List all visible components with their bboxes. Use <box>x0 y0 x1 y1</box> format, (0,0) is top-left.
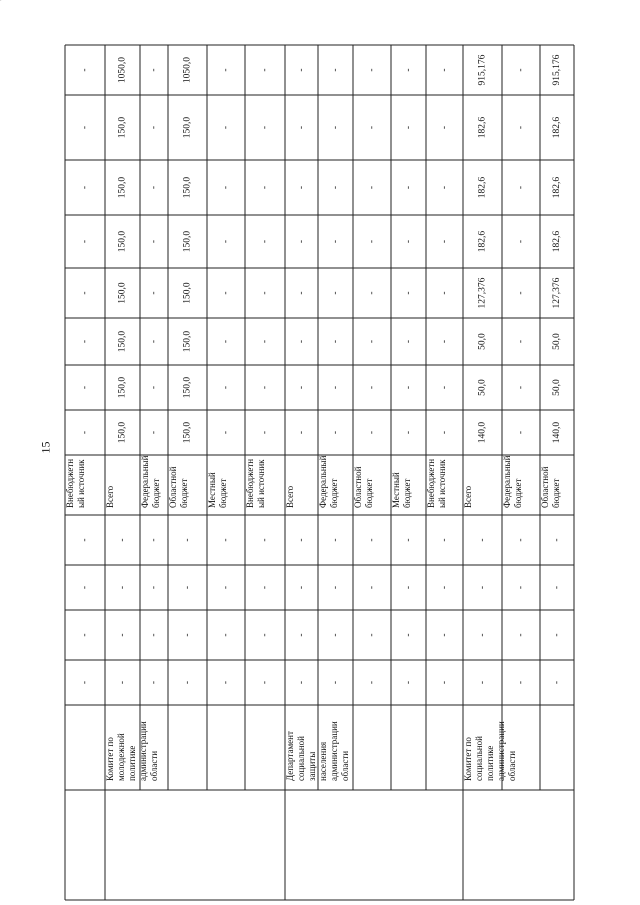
value-cell: - <box>516 291 527 295</box>
row-label-line: ый источник <box>76 459 87 508</box>
value-cell: - <box>80 125 91 130</box>
row-label-line: бюджет <box>402 478 413 508</box>
mark-cell: - <box>117 585 128 590</box>
row-label-line: бюджет <box>551 478 562 508</box>
value-cell: - <box>149 385 160 390</box>
value-cell: 50,0 <box>552 333 563 350</box>
value-cell: - <box>367 291 378 295</box>
mark-cell: - <box>403 538 414 542</box>
value-cell: - <box>403 291 414 295</box>
agency-name-line: Комитет по <box>463 737 474 781</box>
mark-cell: - <box>403 585 414 590</box>
value-cell: - <box>367 339 378 344</box>
value-cell: - <box>221 339 232 344</box>
agency-name-line: Департамент <box>285 731 296 781</box>
value-cell: - <box>330 185 341 190</box>
value-cell: 182,6 <box>477 176 488 199</box>
mark-cell: - <box>552 633 563 637</box>
mark-cell: - <box>149 680 160 685</box>
value-cell: 182,6 <box>552 176 563 199</box>
value-cell: - <box>260 385 271 390</box>
row-label-line: Всего <box>285 485 296 508</box>
mark-cell: - <box>260 680 271 685</box>
value-cell: - <box>80 430 91 435</box>
value-cell: - <box>260 239 271 244</box>
mark-cell: - <box>80 585 91 590</box>
row-label <box>65 459 86 508</box>
mark-cell: - <box>182 585 193 590</box>
value-cell: - <box>221 291 232 295</box>
mark-cell: - <box>477 680 488 685</box>
row-label-line: Внебюджетн <box>426 458 437 508</box>
value-cell: - <box>439 239 450 244</box>
value-cell: - <box>516 430 527 435</box>
row-label <box>463 485 473 508</box>
value-cell: - <box>367 68 378 72</box>
mark-cell: - <box>516 633 527 637</box>
value-cell: - <box>367 185 378 190</box>
row-label-line: Внебюджетн <box>245 458 256 508</box>
mark-cell: - <box>117 538 128 542</box>
value-cell: 150,0 <box>117 330 128 353</box>
row-label-line: бюджет <box>364 478 375 508</box>
mark-cell: - <box>552 538 563 542</box>
value-cell: - <box>439 185 450 190</box>
mark-cell: - <box>367 538 378 542</box>
value-cell: - <box>516 239 527 244</box>
agency-name-line: области <box>340 750 351 781</box>
value-cell: 182,6 <box>477 230 488 253</box>
row-label <box>105 485 115 508</box>
value-cell: 150,0 <box>182 330 193 353</box>
mark-cell: - <box>221 538 232 542</box>
value-cell: - <box>439 68 450 72</box>
agency-name-line: политике <box>485 745 496 781</box>
mark-cell: - <box>80 680 91 685</box>
value-cell: - <box>330 385 341 390</box>
row-label <box>168 466 189 508</box>
mark-cell: - <box>80 538 91 542</box>
agency-name-line: области <box>507 750 518 781</box>
value-cell: 150,0 <box>117 282 128 304</box>
value-cell: - <box>330 430 341 435</box>
value-cell: 50,0 <box>552 379 563 396</box>
row-label <box>540 466 561 508</box>
value-cell: 150,0 <box>182 116 193 139</box>
value-cell: - <box>439 430 450 435</box>
value-cell: - <box>260 68 271 72</box>
mark-cell: - <box>477 538 488 542</box>
value-cell: - <box>149 185 160 190</box>
value-cell: 150,0 <box>117 376 128 399</box>
mark-cell: - <box>516 680 527 685</box>
mark-cell: - <box>296 585 307 590</box>
row-label-line: Областной <box>353 466 364 508</box>
mark-cell: - <box>552 585 563 590</box>
value-cell: - <box>80 291 91 295</box>
mark-cell: - <box>296 680 307 685</box>
value-cell: 182,6 <box>552 116 563 139</box>
row-label-line: бюджет <box>151 478 162 508</box>
value-cell: - <box>296 185 307 190</box>
value-cell: - <box>80 339 91 344</box>
mark-cell: - <box>439 633 450 637</box>
value-cell: - <box>367 430 378 435</box>
row-label-line: ый источник <box>437 459 448 508</box>
value-cell: 182,6 <box>477 116 488 139</box>
value-cell: 915,176 <box>477 54 488 86</box>
value-cell: - <box>221 125 232 130</box>
row-label <box>502 455 523 508</box>
row-label-line: бюджет <box>218 478 229 508</box>
row-label-line: бюджет <box>329 478 340 508</box>
mark-cell: - <box>182 538 193 542</box>
row-label <box>245 459 266 508</box>
value-cell: - <box>149 339 160 344</box>
agency-name-line: администрации <box>496 721 507 781</box>
agency-name-line: администрации <box>329 721 340 781</box>
value-cell: - <box>330 125 341 130</box>
mark-cell: - <box>260 538 271 542</box>
value-cell: - <box>221 385 232 390</box>
row-label-line: Областной <box>540 466 551 508</box>
mark-cell: - <box>477 633 488 637</box>
mark-cell: - <box>221 680 232 685</box>
row-label-line: бюджет <box>179 478 190 508</box>
mark-cell: - <box>439 585 450 590</box>
row-label-line: Всего <box>463 485 474 508</box>
value-cell: 150,0 <box>117 230 128 253</box>
agency-name-line: Комитет по <box>105 737 116 781</box>
value-cell: - <box>516 185 527 190</box>
value-cell: 150,0 <box>182 176 193 199</box>
mark-cell: - <box>552 680 563 685</box>
value-cell: 182,6 <box>552 230 563 253</box>
value-cell: - <box>296 68 307 72</box>
mark-cell: - <box>182 633 193 637</box>
value-cell: 140,0 <box>552 421 563 444</box>
agency-name-line: молодежной <box>116 733 127 781</box>
value-cell: - <box>330 339 341 344</box>
value-cell: 150,0 <box>182 230 193 253</box>
mark-cell: - <box>149 633 160 637</box>
value-cell: - <box>403 385 414 390</box>
mark-cell: - <box>439 680 450 685</box>
value-cell: - <box>149 68 160 72</box>
value-cell: - <box>330 291 341 295</box>
value-cell: - <box>221 430 232 435</box>
value-cell: - <box>260 339 271 344</box>
mark-cell: - <box>260 633 271 637</box>
mark-cell: - <box>477 585 488 590</box>
value-cell: - <box>149 430 160 435</box>
value-cell: 150,0 <box>117 116 128 139</box>
mark-cell: - <box>330 680 341 685</box>
row-label-line: бюджет <box>513 478 524 508</box>
value-cell: - <box>260 185 271 190</box>
mark-cell: - <box>182 680 193 685</box>
value-cell: - <box>403 239 414 244</box>
row-label-line: Федеральный <box>502 455 513 508</box>
value-cell: 150,0 <box>117 421 128 444</box>
mark-cell: - <box>367 680 378 685</box>
value-cell: - <box>80 185 91 190</box>
value-cell: 150,0 <box>182 282 193 304</box>
row-label-line: Федеральный <box>318 455 329 508</box>
value-cell: 127,376 <box>477 277 488 309</box>
page-number: 15 <box>38 441 53 454</box>
value-cell: - <box>439 291 450 295</box>
value-cell: - <box>149 239 160 244</box>
value-cell: - <box>80 68 91 72</box>
value-cell: - <box>296 385 307 390</box>
row-label <box>207 472 228 508</box>
value-cell: - <box>149 125 160 130</box>
value-cell: - <box>221 68 232 72</box>
mark-cell: - <box>221 633 232 637</box>
value-cell: 1050,0 <box>117 56 128 84</box>
value-cell: - <box>367 385 378 390</box>
mark-cell: - <box>260 585 271 590</box>
value-cell: - <box>260 430 271 435</box>
value-cell: 915,176 <box>552 54 563 86</box>
mark-cell: - <box>296 633 307 637</box>
value-cell: - <box>403 185 414 190</box>
value-cell: - <box>403 430 414 435</box>
agency-name-line: области <box>149 750 160 781</box>
row-label <box>140 455 161 508</box>
value-cell: 1050,0 <box>182 56 193 84</box>
value-cell: - <box>439 339 450 344</box>
mark-cell: - <box>367 633 378 637</box>
mark-cell: - <box>330 538 341 542</box>
row-label-line: Местный <box>207 472 218 508</box>
agency-name <box>463 721 517 781</box>
value-cell: - <box>149 291 160 295</box>
agency-name-line: защиты <box>307 751 318 781</box>
agency-name-line: администрации <box>138 721 149 781</box>
mark-cell: - <box>439 538 450 542</box>
value-cell: - <box>221 239 232 244</box>
value-cell: - <box>367 125 378 130</box>
value-cell: - <box>516 68 527 72</box>
value-cell: - <box>296 291 307 295</box>
value-cell: - <box>439 385 450 390</box>
row-label <box>318 455 339 508</box>
row-label-line: Всего <box>105 485 116 508</box>
value-cell: - <box>296 339 307 344</box>
agency-name-line: политике <box>127 745 138 781</box>
mark-cell: - <box>149 585 160 590</box>
mark-cell: - <box>516 585 527 590</box>
value-cell: - <box>403 68 414 72</box>
mark-cell: - <box>516 538 527 542</box>
value-cell: - <box>439 125 450 130</box>
value-cell: 50,0 <box>477 379 488 396</box>
mark-cell: - <box>330 633 341 637</box>
value-cell: - <box>260 125 271 130</box>
value-cell: - <box>296 430 307 435</box>
value-cell: 127,376 <box>552 277 563 309</box>
value-cell <box>0 0 2 5</box>
value-cell: - <box>80 385 91 390</box>
agency-name-line: социальной <box>474 736 485 781</box>
value-cell: - <box>296 125 307 130</box>
row-label <box>285 485 295 508</box>
value-cell: - <box>403 125 414 130</box>
mark-cell: - <box>367 585 378 590</box>
row-label-line: Местный <box>391 472 402 508</box>
value-cell: - <box>516 385 527 390</box>
value-cell: 150,0 <box>182 421 193 444</box>
row-label-line: ый источник <box>256 459 267 508</box>
row-label-line: Внебюджетн <box>65 458 76 508</box>
agency-name-line: социальной <box>296 736 307 781</box>
mark-cell: - <box>221 585 232 590</box>
mark-cell: - <box>296 538 307 542</box>
value-cell: - <box>367 239 378 244</box>
mark-cell: - <box>403 633 414 637</box>
mark-cell: - <box>330 585 341 590</box>
value-cell: - <box>221 185 232 190</box>
row-label <box>353 466 374 508</box>
agency-name <box>105 721 159 781</box>
value-cell: - <box>403 339 414 344</box>
value-cell: - <box>516 339 527 344</box>
value-cell: 150,0 <box>117 176 128 199</box>
value-cell: - <box>260 291 271 295</box>
row-label <box>391 472 412 508</box>
row-label-line: Федеральный <box>140 455 151 508</box>
mark-cell: - <box>80 633 91 637</box>
mark-cell: - <box>403 680 414 685</box>
value-cell: 150,0 <box>182 376 193 399</box>
mark-cell: - <box>117 680 128 685</box>
value-cell: 140,0 <box>477 421 488 444</box>
value-cell: - <box>296 239 307 244</box>
value-cell: - <box>330 68 341 72</box>
value-cell: - <box>516 125 527 130</box>
value-cell: 50,0 <box>477 333 488 350</box>
row-label <box>426 459 447 508</box>
mark-cell: - <box>117 633 128 637</box>
row-label-line: Областной <box>168 466 179 508</box>
value-cell: - <box>80 239 91 244</box>
mark-cell: - <box>149 538 160 542</box>
agency-name-line: населения <box>318 741 329 781</box>
value-cell: - <box>330 239 341 244</box>
